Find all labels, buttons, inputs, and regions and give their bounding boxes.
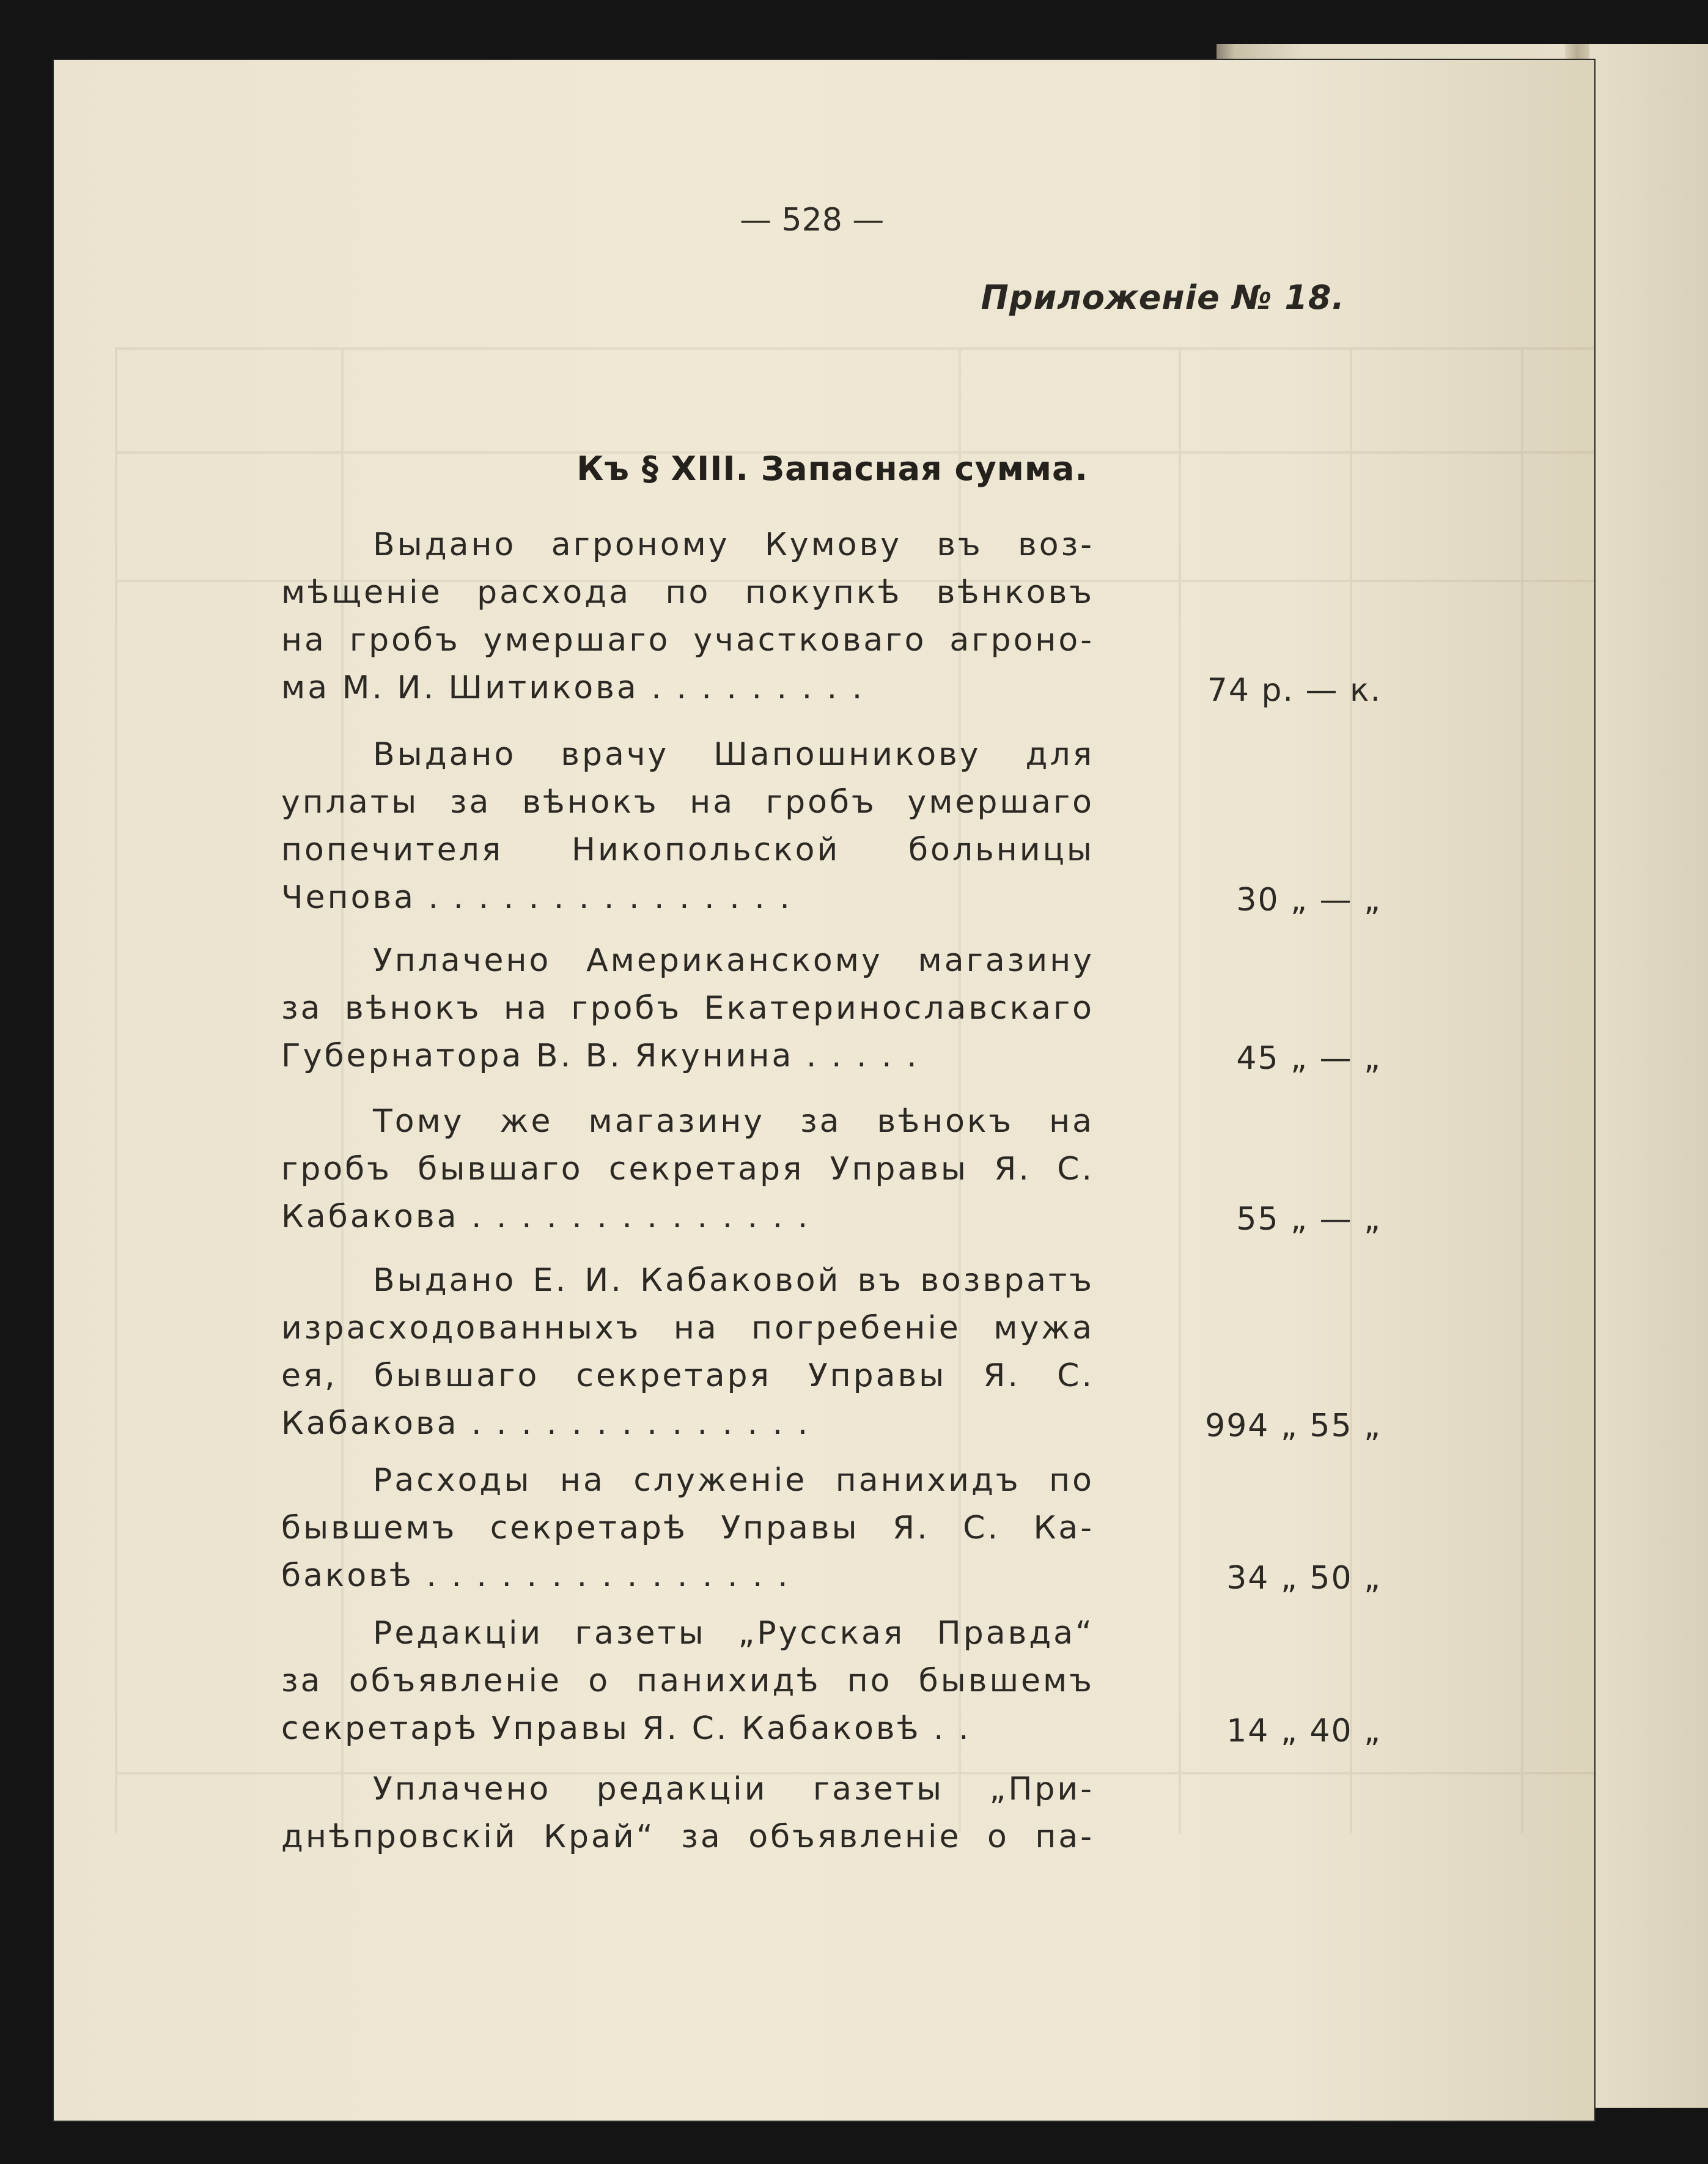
appendix-label: Приложеніе № 18. bbox=[981, 278, 1345, 317]
entry-line: ма М. И. Шитикова . . . . . . . . . bbox=[281, 670, 865, 706]
entry-line: попечителя Никопольской больницы bbox=[281, 832, 1094, 868]
entry-line: гробъ бывшаго секретаря Управы Я. С. bbox=[281, 1151, 1094, 1187]
entry-line: Чепова . . . . . . . . . . . . . . . bbox=[281, 879, 792, 916]
entry-line: днѣпровскій Край“ за объявленіе о па- bbox=[281, 1819, 1094, 1855]
entry-line: Кабакова . . . . . . . . . . . . . . bbox=[281, 1405, 811, 1442]
entry-line: Выдано Е. И. Кабаковой въ возвратъ bbox=[373, 1262, 1094, 1299]
page-number: — 528 — bbox=[740, 202, 885, 238]
entry-line: бывшемъ секретарѣ Управы Я. С. Ка- bbox=[281, 1510, 1094, 1546]
entry-line: ея, бывшаго секретаря Управы Я. С. bbox=[281, 1357, 1094, 1394]
entry-line: Выдано врачу Шапошникову для bbox=[373, 736, 1094, 773]
entry-amount: 994 „ 55 „ bbox=[1205, 1408, 1382, 1444]
entry-amount: 74 р. — к. bbox=[1207, 672, 1382, 709]
entry-line: Тому же магазину за вѣнокъ на bbox=[373, 1103, 1094, 1140]
entry-amount: 45 „ — „ bbox=[1236, 1040, 1382, 1077]
entry-line: Редакціи газеты „Русская Правда“ bbox=[373, 1615, 1094, 1652]
entry-line: за объявленіе о панихидѣ по бывшемъ bbox=[281, 1663, 1094, 1699]
entry-line: на гробъ умершаго участковаго агроно- bbox=[281, 622, 1094, 659]
entry-line: Уплачено Американскому магазину bbox=[373, 942, 1094, 979]
entry-amount: 55 „ — „ bbox=[1236, 1201, 1382, 1238]
entry-line: Губернатора В. В. Якунина . . . . . bbox=[281, 1038, 919, 1074]
entry-line: уплаты за вѣнокъ на гробъ умершаго bbox=[281, 784, 1094, 821]
entry-line: за вѣнокъ на гробъ Екатеринославскаго bbox=[281, 990, 1094, 1027]
entry-line: баковѣ . . . . . . . . . . . . . . . bbox=[281, 1557, 790, 1594]
entry-line: Кабакова . . . . . . . . . . . . . . bbox=[281, 1198, 811, 1235]
section-title: Къ § XIII. Запасная сумма. bbox=[576, 449, 1088, 488]
entry-line: израсходованныхъ на погребеніе мужа bbox=[281, 1310, 1094, 1346]
entry-line: Выдано агроному Кумову въ воз- bbox=[373, 526, 1094, 563]
entry-amount: 34 „ 50 „ bbox=[1226, 1560, 1382, 1597]
entry-amount: 30 „ — „ bbox=[1236, 882, 1382, 918]
entry-line: Уплачено редакціи газеты „При- bbox=[373, 1771, 1094, 1808]
entry-line: Расходы на служеніе панихидъ по bbox=[373, 1462, 1094, 1499]
entry-line: секретарѣ Управы Я. С. Кабаковѣ . . bbox=[281, 1710, 971, 1747]
show-through-table bbox=[115, 347, 1594, 1833]
entry-amount: 14 „ 40 „ bbox=[1226, 1713, 1382, 1749]
book-page bbox=[54, 60, 1594, 2121]
entry-line: мѣщеніе расхода по покупкѣ вѣнковъ bbox=[281, 574, 1094, 611]
